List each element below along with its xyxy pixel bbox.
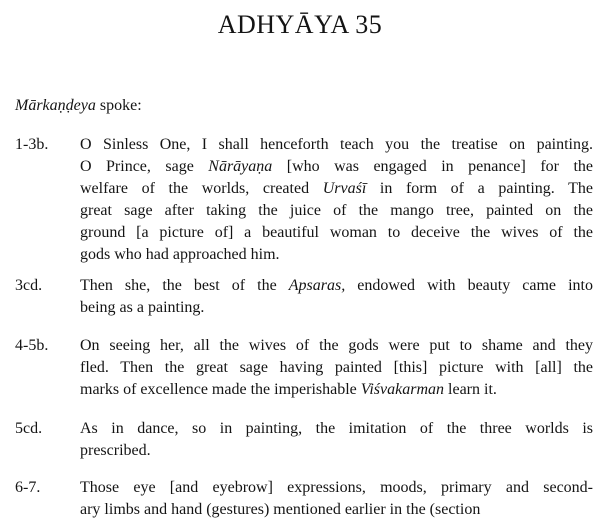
page-title: ADHYĀYA 35 <box>217 10 383 39</box>
verse-block <box>15 134 593 266</box>
verse-line <box>80 335 593 357</box>
verse-text <box>80 477 593 521</box>
italic-term: Apsaras, <box>288 277 346 294</box>
text-run: welfare of the worlds, created <box>80 180 323 197</box>
verse-line <box>80 275 593 297</box>
text-run: As in dance, so in painting, the imitation of the three worlds is <box>80 420 593 437</box>
italic-term: Nārāyaṇa <box>208 158 273 175</box>
verse-line <box>80 134 593 156</box>
speaker-line <box>15 95 142 117</box>
verse-line <box>80 418 593 440</box>
speaker-name: Mārkaṇḍeya <box>15 97 96 114</box>
verse-line <box>80 357 593 379</box>
verse-line <box>80 477 593 499</box>
text-run: On seeing her, all the wives of the gods were put to shame and they <box>80 337 593 354</box>
speaker-verb: spoke: <box>95 97 142 114</box>
verse-text <box>80 335 593 401</box>
text-run: O Prince, sage <box>80 158 209 175</box>
verse-text <box>80 134 593 266</box>
text-run: gods who had approached him. <box>80 246 280 263</box>
text-run: O Sinless One, I shall henceforth teach you the treatise on painting. <box>80 136 593 153</box>
verse-block <box>15 418 593 462</box>
verse-number: 4-5b. <box>15 337 49 354</box>
verse-line <box>80 499 593 521</box>
verse-text <box>80 275 593 319</box>
text-run: learn it. <box>444 381 497 398</box>
text-run: Then she, the best of the <box>80 277 289 294</box>
text-run: endowed with beauty came into <box>345 277 593 294</box>
text-run: great sage after taking the juice of the mango tree, painted on the <box>80 202 593 219</box>
text-run: ground [a picture of] a beautiful woman to deceive the wives of the <box>80 224 593 241</box>
verse-line <box>80 200 593 222</box>
text-run: ary limbs and hand (gestures) mentioned earlier in the (section <box>80 501 481 518</box>
verse-line <box>80 156 593 178</box>
verse-line <box>80 222 593 244</box>
italic-term: Urvaśī <box>322 180 367 197</box>
text-run: marks of excellence made the imperishable <box>80 381 361 398</box>
italic-term: Viśvakarman <box>360 381 445 398</box>
verse-line <box>80 178 593 200</box>
verse-line <box>80 379 593 401</box>
verse-number: 1-3b. <box>15 136 49 153</box>
text-run: [who was engaged in penance] for the <box>272 158 593 175</box>
verse-line <box>80 297 593 319</box>
verse-block <box>15 275 593 319</box>
verse-line <box>80 440 593 462</box>
verse-text <box>80 418 593 462</box>
verse-number: 6-7. <box>15 479 41 496</box>
verse-number: 3cd. <box>15 277 43 294</box>
text-run: Those eye [and eyebrow] expressions, moods, primary and second- <box>80 479 593 496</box>
text-run: being as a painting. <box>80 299 205 316</box>
text-run: in form of a painting. The <box>366 180 594 197</box>
verse-number: 5cd. <box>15 420 43 437</box>
text-run: fled. Then the great sage having painted [this] picture with [all] the <box>80 359 593 376</box>
text-run: prescribed. <box>80 442 151 459</box>
verse-block <box>15 335 593 401</box>
verse-block <box>15 477 593 521</box>
verse-line <box>80 244 593 266</box>
